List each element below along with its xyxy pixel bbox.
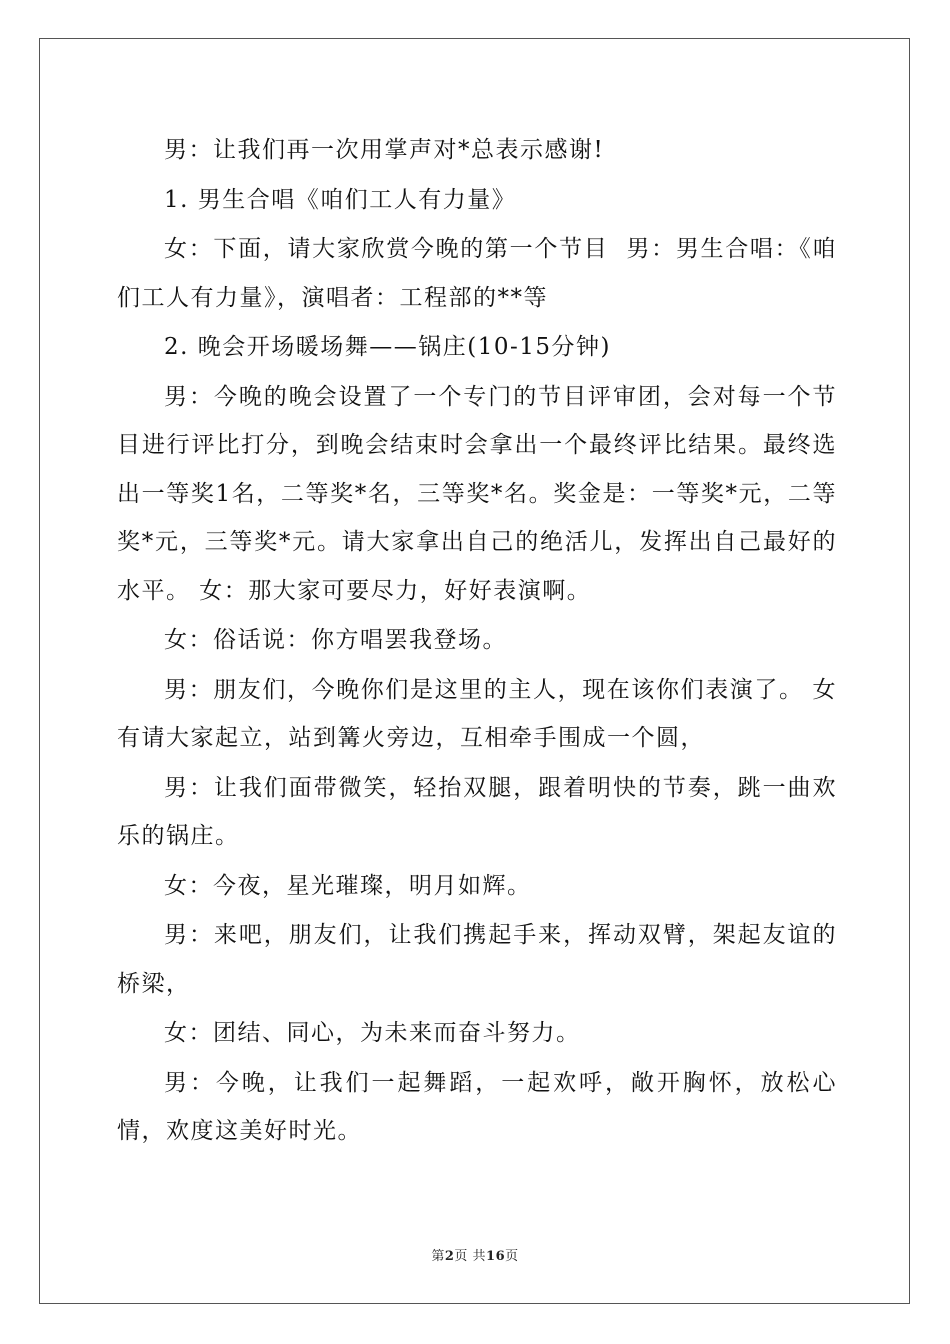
total-page-count: 16 — [486, 1249, 506, 1264]
paragraph: 男：让我们面带微笑，轻抬双腿，跟着明快的节奏，跳一曲欢乐的锅庄。 — [117, 774, 837, 849]
paragraph: 2. 晚会开场暖场舞——锅庄(10-15分钟) — [164, 334, 612, 360]
paragraph: 女：团结、同心，为未来而奋斗努力。 — [164, 1020, 581, 1046]
paragraph: 男：来吧，朋友们，让我们携起手来，挥动双臂，架起友谊的桥梁， — [117, 922, 837, 997]
page-prefix: 第 — [431, 1249, 445, 1264]
paragraph: 男：朋友们，今晚你们是这里的主人，现在该你们表演了。 女有请大家起立，站到篝火旁边，互相牵手围成一个圆， — [117, 676, 837, 751]
current-page-number: 2 — [444, 1249, 455, 1264]
page-footer — [0, 1245, 950, 1264]
paragraph: 女：今夜，星光璀璨，明月如辉。 — [164, 872, 532, 899]
page-mid: 页 共 — [454, 1249, 487, 1264]
paragraph: 男：今晚，让我们一起舞蹈，一起欢呼，敞开胸怀，放松心情，欢度这美好时光。 — [117, 1069, 837, 1144]
paragraph: 1. 男生合唱《咱们工人有力量》 — [164, 186, 517, 213]
paragraph: 男：今晚的晚会设置了一个专门的节目评审团，会对每一个节目进行评比打分，到晚会结束时会拿出一个最终评比结果。最终选出一等奖1名，二等奖*名，三等奖*名。奖金是：一等奖*元，二等奖*元，三等奖*元。请大家拿出自己的绝活儿，发挥出自己最好的水平。 女：那大家可要尽力，好好表演啊。 — [117, 383, 837, 604]
document-body — [117, 126, 837, 1157]
paragraph: 女：俗话说：你方唱罢我登场。 — [164, 627, 507, 653]
paragraph: 女：下面，请大家欣赏今晚的第一个节目 男：男生合唱：《咱们工人有力量》，演唱者：工程部的**等 — [117, 236, 837, 311]
page-suffix: 页 — [505, 1249, 519, 1264]
paragraph: 男：让我们再一次用掌声对*总表示感谢! — [164, 137, 605, 163]
